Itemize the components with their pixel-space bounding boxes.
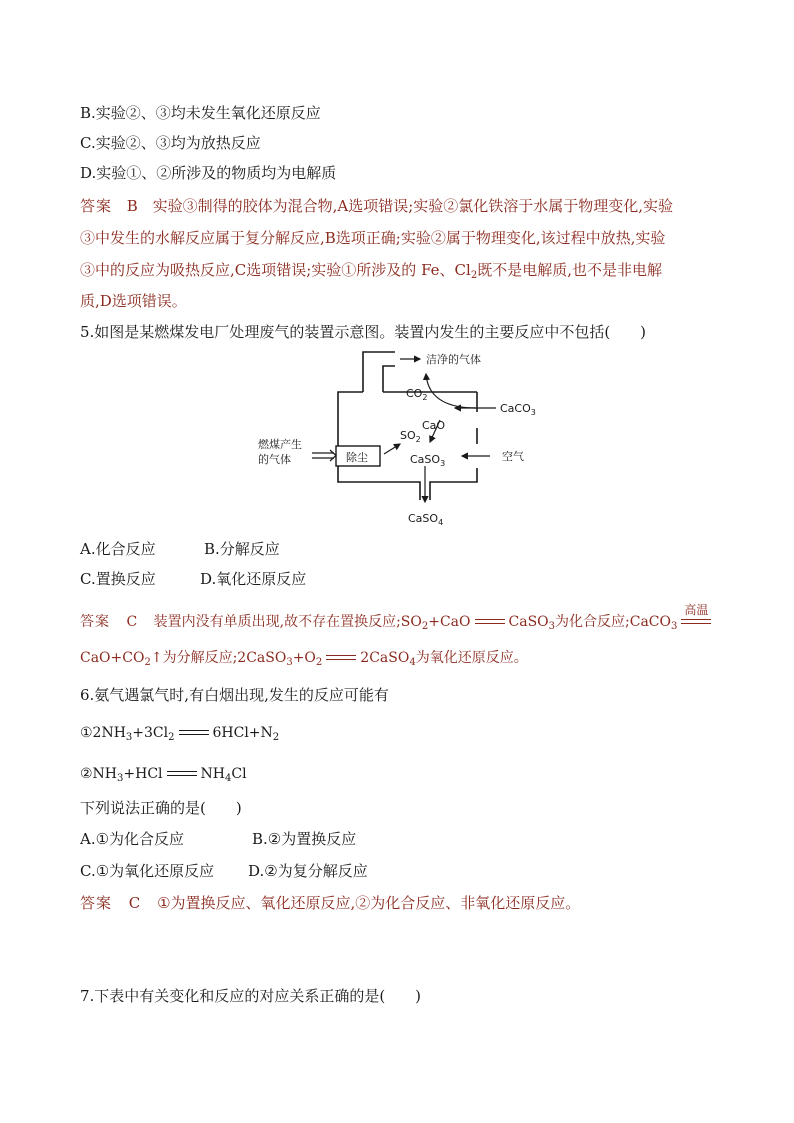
q6-option-b: B.②为置换反应 <box>252 830 357 848</box>
coal-gas-label-1: 燃煤产生 <box>258 438 302 451</box>
q6-options-row-2 <box>80 861 368 881</box>
q4-option-d: D.实验①、②所涉及的物质均为电解质 <box>80 164 337 182</box>
q6-option-a: A.①为化合反应 <box>80 830 185 848</box>
subscript: 2 <box>315 657 323 668</box>
answer-text: ①为置换反应、氧化还原反应,②为化合反应、非氧化还原反应。 <box>157 894 581 912</box>
q6-options-row-1 <box>80 829 356 849</box>
q5-option-b: B.分解反应 <box>204 540 280 558</box>
inlet-arrow <box>312 450 336 461</box>
q4-answer-line-4: 质,D选项错误。 <box>80 292 187 310</box>
q5-options-row-1 <box>80 539 280 559</box>
q6-option-c: C.①为氧化还原反应 <box>80 862 215 880</box>
subscript: 3 <box>548 621 556 632</box>
q4-answer-line-2: ③中发生的水解反应属于复分解反应,B选项正确;实验②属于物理变化,该过程中放热,实验 <box>80 229 666 247</box>
subscript: 3 <box>671 621 678 632</box>
answer-label: 答案 <box>80 614 110 630</box>
answer-text: 实验③制得的胶体为混合物,A选项错误;实验②氯化铁溶于水属于物理变化,实验 <box>152 197 674 215</box>
answer-text: ③中的反应为吸热反应,C选项错误;实验①所涉及的 Fe、Cl <box>80 261 471 279</box>
flue-gas-apparatus-diagram <box>250 350 550 530</box>
q6-equation-2: $②NH_3+HCl$ $NH_4Cl$ <box>80 766 247 784</box>
subscript: 2 <box>144 657 151 668</box>
answer-text: +O <box>292 650 316 666</box>
q5-option-d: D.氧化还原反应 <box>200 570 307 588</box>
subscript: 2 <box>421 621 429 632</box>
caso4-label: CaSO$_4$ <box>408 512 444 527</box>
equals-sign-with-condition <box>679 603 713 628</box>
answer-text: 为化合反应;CaCO <box>555 614 671 630</box>
q6-equation-1: $①2NH_3+3Cl_2$ $6HCl+N_2$ <box>80 725 280 743</box>
caso3-label: CaSO$_3$ <box>410 453 446 468</box>
air-label: 空气 <box>502 450 524 463</box>
condition-label: 高温 <box>684 603 709 617</box>
q4-answer-line-3 <box>80 260 662 280</box>
answer-text: 装置内没有单质出现,故不存在置换反应;SO <box>153 614 422 630</box>
q5-option-c: C.置换反应 <box>80 570 156 588</box>
so2-arrow <box>384 444 400 454</box>
q4-option-c: C.实验②、③均为放热反应 <box>80 134 261 152</box>
coal-gas-label-2: 的气体 <box>258 453 291 466</box>
answer-letter: B <box>126 197 138 215</box>
answer-text: 既不是电解质,也不是非电解 <box>477 261 662 279</box>
subscript: 3 <box>286 657 293 668</box>
q5-answer-line-1 <box>80 603 715 632</box>
dust-label: 除尘 <box>346 451 368 464</box>
answer-text: +CaO <box>428 614 471 630</box>
q4-answer-line-1 <box>80 196 673 216</box>
q5-option-a: A.化合反应 <box>80 540 156 558</box>
so2-label: $SO_2$ <box>400 429 421 444</box>
equals-sign <box>165 768 199 780</box>
co2-arrow <box>426 374 476 408</box>
answer-label: 答案 <box>80 197 113 215</box>
q4-option-b: B.实验②、③均未发生氧化还原反应 <box>80 104 321 122</box>
answer-text: CaO+CO <box>80 650 145 666</box>
q7-stem: 7.下表中有关变化和反应的对应关系正确的是( ) <box>80 987 422 1005</box>
apparatus-walls <box>338 352 477 500</box>
equals-sign <box>473 616 507 628</box>
answer-text: CaSO <box>508 614 549 630</box>
q5-stem: 5.如图是某燃煤发电厂处理废气的装置示意图。装置内发生的主要反应中不包括( ) <box>80 323 647 341</box>
co2-label: $CO_2$ <box>406 387 428 402</box>
answer-letter: C <box>128 894 141 912</box>
subscript: 4 <box>409 657 416 668</box>
q5-options-row-2 <box>80 569 306 589</box>
q6-stem: 6.氨气遇氯气时,有白烟出现,发生的反应可能有 <box>80 686 389 704</box>
q6-option-d: D.②为复分解反应 <box>248 862 368 880</box>
answer-text: 2CaSO <box>360 650 410 666</box>
equals-sign <box>177 727 211 739</box>
answer-text: 为氧化还原反应。 <box>415 650 528 666</box>
clean-gas-label: 洁净的气体 <box>426 353 481 366</box>
answer-letter: C <box>126 614 138 630</box>
equals-sign <box>324 652 358 664</box>
caco3-label: CaCO$_3$ <box>500 402 536 417</box>
subscript: 2 <box>470 270 478 281</box>
answer-text: ↑为分解反应;2CaSO <box>150 650 287 666</box>
answer-label: 答案 <box>80 894 113 912</box>
q6-prompt: 下列说法正确的是( ) <box>80 799 242 817</box>
q5-answer-line-2 <box>80 648 528 668</box>
cao-label: CaO <box>422 419 446 432</box>
q6-answer <box>80 893 580 913</box>
